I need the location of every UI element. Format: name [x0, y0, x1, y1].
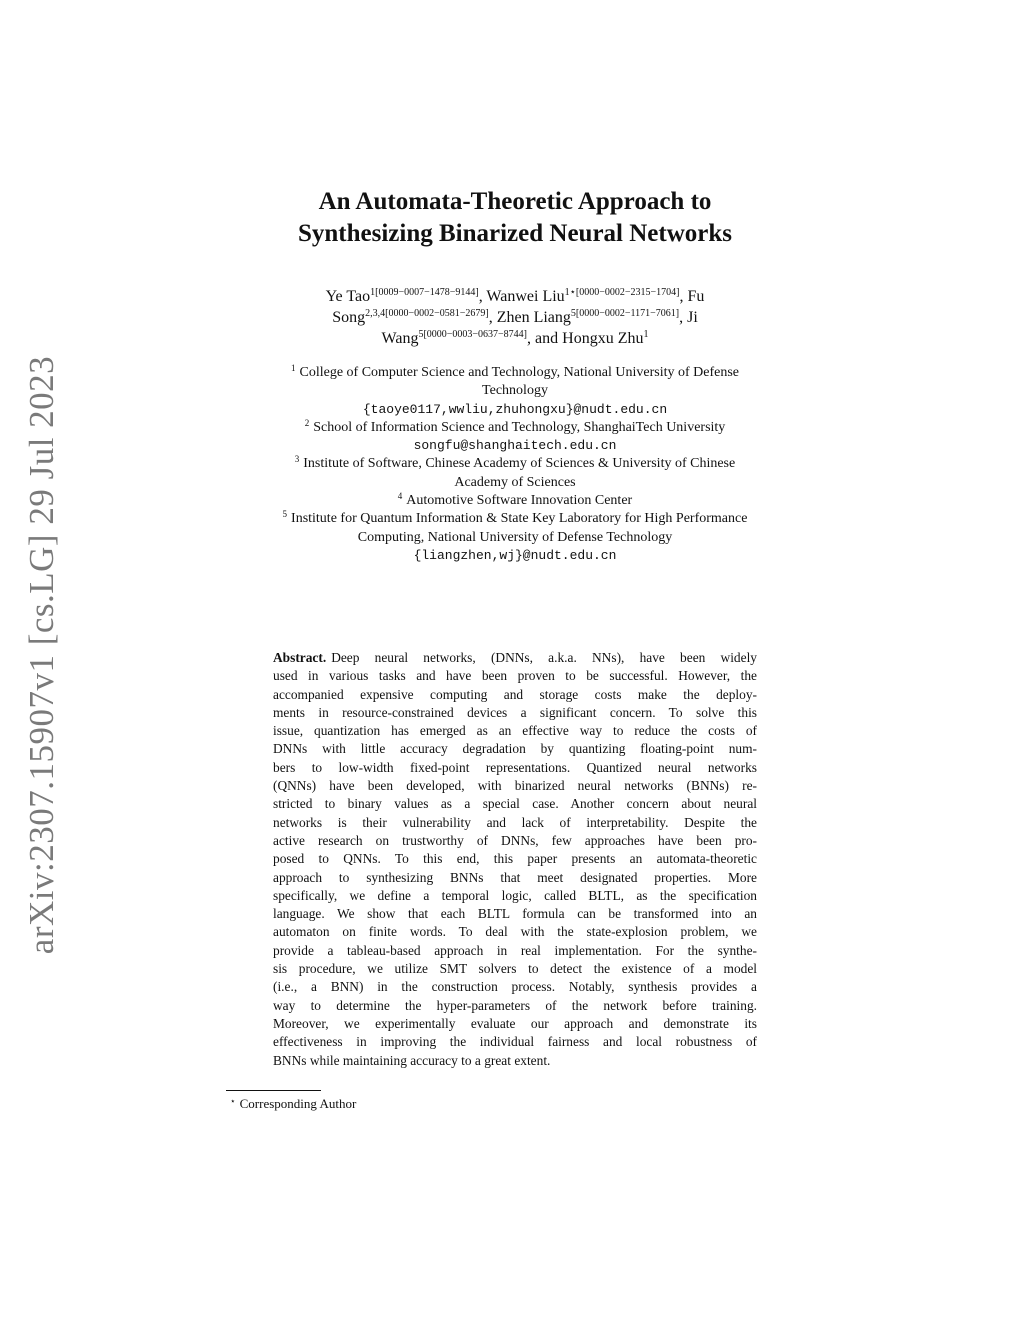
affiliation-number: 1: [290, 363, 296, 373]
footnote-rule: [226, 1090, 321, 1091]
author-name: Zhen Liang: [496, 309, 571, 326]
author-line-3: [230, 328, 800, 349]
affiliation-5-email[interactable]: {liangzhen,wj}@nudt.edu.cn: [413, 547, 617, 563]
abstract-line: effectiveness in improving the individual fairness and local robustness of: [273, 1034, 757, 1050]
affiliation-1-cont: Technology: [482, 383, 548, 399]
abstract: [273, 649, 757, 1070]
abstract-line: accompanied expensive computing and storage costs make the deploy-: [273, 686, 757, 702]
author-orcid: 2,3,4[0000−0002−0581−2679]: [365, 308, 489, 319]
abstract-line: provide a tableau-based approach in real implementation. For the synthe-: [273, 942, 757, 958]
author-separator: , and: [527, 330, 563, 347]
abstract-line: automaton on finite words. To deal with the state-explosion problem, we: [273, 924, 757, 940]
affiliation-2-email[interactable]: songfu@shanghaitech.edu.cn: [413, 438, 617, 454]
author-name-part: Fu: [687, 288, 705, 305]
footnote-mark: ⋆: [230, 1096, 236, 1106]
paper-title: [200, 186, 830, 250]
affiliation-text: College of Computer Science and Technology, National University of Defense: [299, 365, 739, 380]
abstract-line: used in various tasks and have been proven to be successful. However, the: [273, 668, 757, 684]
author-name: Hongxu Zhu: [562, 330, 644, 347]
abstract-line: (QNNs) have been developed, with binarized neural networks (BNNs) re-: [273, 778, 757, 794]
affiliation-text: Automotive Software Innovation Center: [406, 493, 633, 509]
author-name-part: Song: [332, 309, 366, 326]
abstract-line: sis procedure, we utilize SMT solvers to detect the existence of a model: [273, 961, 757, 977]
affiliation-5-cont: Computing, National University of Defense Technology: [357, 529, 673, 545]
affiliation-number: 5: [282, 509, 288, 520]
abstract-line: active research on trustworthy of DNNs, few approaches have been pro-: [273, 832, 757, 848]
author-orcid: 1[0009−0007−1478−9144]: [370, 287, 479, 298]
affiliation-text: Institute for Quantum Information & State Key Laboratory for High Performance: [291, 511, 748, 527]
abstract-line: bers to low-width fixed-point representations. Quantized neural networks: [273, 759, 757, 775]
affiliation-1: [200, 364, 830, 382]
abstract-line: approach to synthesizing BNNs that meet designated properties. More: [273, 869, 757, 885]
author-list: [230, 286, 800, 349]
abstract-line: way to determine the hyper-parameters of the network before training.: [273, 997, 757, 1013]
abstract-line: (i.e., a BNN) in the construction process. Notably, synthesis provides a: [273, 979, 757, 995]
footnote-text: Corresponding Author: [239, 1096, 357, 1111]
author-name-part: Wang: [381, 330, 419, 347]
affiliation-4: [200, 492, 830, 510]
author-line-1: [230, 286, 800, 307]
affiliation-number: 3: [294, 454, 300, 465]
affiliation-number: 2: [304, 417, 310, 428]
author-name: Wanwei Liu: [486, 288, 565, 305]
affiliation-text: Institute of Software, Chinese Academy of Sciences & University of Chinese: [303, 456, 736, 472]
title-line-1: An Automata-Theoretic Approach to: [318, 188, 712, 215]
affiliation-5: [200, 510, 830, 528]
author-separator: ,: [488, 309, 497, 326]
affiliation-list: [200, 364, 830, 565]
abstract-line: BNNs while maintaining accuracy to a great extent.: [273, 1052, 551, 1068]
author-separator: ,: [478, 288, 487, 305]
abstract-line: language. We show that each BLTL formula can be transformed into an: [273, 906, 757, 922]
abstract-line: posed to QNNs. To this end, this paper presents an automata-theoretic: [273, 851, 757, 867]
arxiv-identifier: arXiv:2307.15907v1 [cs.LG] 29 Jul 2023: [22, 355, 62, 955]
affiliation-3-cont: Academy of Sciences: [454, 474, 576, 490]
abstract-line: [273, 649, 757, 667]
author-orcid: 5[0000−0003−0637−8744]: [418, 329, 528, 340]
author-name: Ye Tao: [325, 288, 371, 305]
author-separator: ,: [679, 309, 688, 326]
abstract-line: ments in resource-constrained devices a significant concern. To solve this: [273, 704, 757, 720]
author-orcid: 5[0000−0002−1171−7061]: [570, 308, 680, 319]
abstract-line-text: Deep neural networks, (DNNs, a.k.a. NNs), have been widely: [331, 650, 757, 665]
affiliation-2: [200, 419, 830, 437]
footnote: [230, 1096, 356, 1112]
arxiv-side-stamp: [12, 355, 72, 955]
author-name-part: Ji: [687, 309, 698, 326]
abstract-line: DNNs with little accuracy degradation by quantizing floating-point num-: [273, 741, 757, 757]
abstract-line: networks is their vulnerability and lack of interpretability. Despite the: [273, 814, 757, 830]
affiliation-3: [200, 455, 830, 473]
author-line-2: [230, 307, 800, 328]
affiliation-text: School of Information Science and Technology, ShanghaiTech University: [313, 419, 726, 435]
abstract-line: stricted to binary values as a special case. Another concern about neural: [273, 796, 757, 812]
abstract-line: specifically, we define a temporal logic, called BLTL, as the specification: [273, 887, 757, 903]
affiliation-1-email[interactable]: {taoye0117,wwliu,zhuhongxu}@nudt.edu.cn: [362, 401, 668, 417]
author-orcid: 1⋆[0000−0002−2315−1704]: [564, 287, 680, 298]
affiliation-number: 4: [397, 491, 403, 502]
title-line-2: Synthesizing Binarized Neural Networks: [297, 220, 733, 247]
author-separator: ,: [679, 288, 688, 305]
abstract-heading: Abstract.: [273, 650, 327, 665]
author-orcid: 1: [643, 329, 649, 340]
abstract-line: issue, quantization has emerged as an effective way to reduce the costs of: [273, 723, 757, 739]
abstract-line: Moreover, we experimentally evaluate our approach and demonstrate its: [273, 1015, 757, 1031]
